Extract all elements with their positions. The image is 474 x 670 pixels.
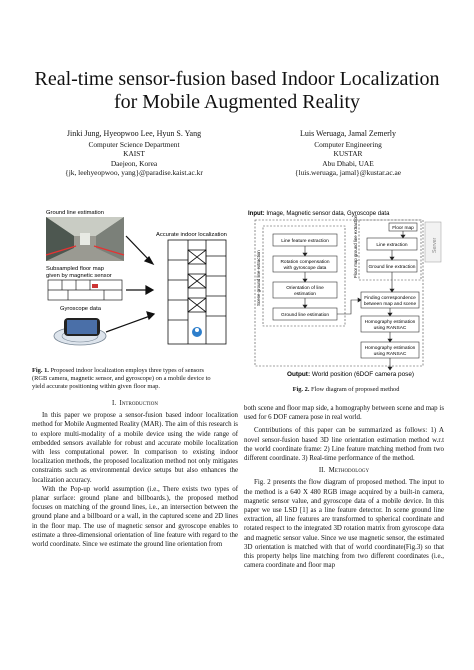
box-ground-estimation: Ground line estimation bbox=[281, 313, 329, 318]
corridor-photo bbox=[46, 217, 124, 261]
fig2-server-label: Server bbox=[432, 237, 438, 253]
section-heading-intro bbox=[32, 399, 238, 408]
paper-title bbox=[0, 68, 474, 114]
fig2-floor-side-label: Floor map ground line extraction bbox=[353, 215, 358, 278]
title-line-1: Real-time sensor-fusion based Indoor Localization bbox=[34, 68, 440, 90]
section-number: II. bbox=[318, 467, 326, 475]
right-paragraph-0: both scene and floor map side, a homography between scene and map is used for 6 DOF camera pose in real world. bbox=[244, 405, 444, 422]
author-block-right bbox=[246, 129, 450, 177]
fig2-input-text: Image, Magnetic sensor data, Gyroscope data bbox=[264, 211, 390, 217]
figure-1 bbox=[32, 206, 244, 356]
title-line-2: for Mobile Augmented Reality bbox=[113, 91, 361, 113]
author-dept: Computer Science Department bbox=[88, 140, 180, 150]
author-names: Jinki Jung, Hyeopwoo Lee, Hyun S. Yang bbox=[66, 129, 202, 138]
author-org: KUSTAR bbox=[333, 149, 363, 159]
fig1-label-floor-1: Subsampled floor map bbox=[46, 266, 104, 272]
fig1-caption-head: Fig. 1. bbox=[32, 367, 49, 374]
fig2-input-head: Input: bbox=[248, 211, 265, 217]
fig1-label-ground: Ground line estimation bbox=[46, 210, 105, 216]
author-org: KAIST bbox=[123, 149, 145, 159]
section-heading-methodology bbox=[244, 466, 444, 475]
box-finding-1: Finding correspondence bbox=[364, 296, 416, 301]
box-homography-2a: Homography estimation bbox=[364, 346, 416, 351]
fig2-caption-head: Fig. 2. bbox=[292, 386, 310, 393]
figure-2 bbox=[247, 206, 445, 380]
fig1-label-floor-2: given by magnetic sensor bbox=[46, 273, 112, 279]
box-line-extraction: Line extraction bbox=[376, 243, 408, 248]
author-names: Luis Weruaga, Jamal Zemerly bbox=[299, 129, 397, 138]
user-position-icon bbox=[192, 327, 202, 337]
box-finding-2: between map and scene bbox=[363, 302, 417, 307]
section-title: Introduction bbox=[119, 400, 158, 407]
box-homography-1b: using RANSAC bbox=[373, 326, 407, 331]
author-block-left bbox=[32, 129, 236, 177]
box-homography-2b: using RANSAC bbox=[373, 352, 407, 357]
fig1-caption-l1: Proposed indoor localization employs three types of sensors bbox=[48, 367, 204, 374]
fig1-label-accurate: Accurate indoor localization bbox=[156, 232, 227, 238]
left-column bbox=[32, 396, 238, 549]
box-rotation-1: Rotation compensation bbox=[280, 260, 330, 265]
author-city: Daejeon, Korea bbox=[110, 158, 158, 168]
fig2-input bbox=[248, 211, 390, 217]
fig1-label-gyro: Gyroscope data bbox=[60, 306, 101, 312]
fig2-caption bbox=[247, 386, 445, 394]
fig2-scene-side-label: Scene ground line extraction bbox=[256, 250, 261, 306]
box-homography-1a: Homography estimation bbox=[364, 320, 416, 325]
intro-paragraph-2: With the Pop-up world assumption (i.e., There exists two types of planar surface: ground plane and billboards.), the proposed method focuses on matching of the ground lines, i.e., an intersection between the ground plane and a billboard or a wall, in the captured scene and 2D lines in the floor map. The use of magnetic sensor and gyroscope enables to estimate a three-dimensional orientation of line feature with regard to the world coordinate. Since we estimate the ground line orientation from bbox=[32, 485, 238, 549]
intro-paragraph-1: In this paper we propose a sensor-fusion based indoor localization method for Mobile Augmented Reality (MAR). The aim of this research is to explore multi-modality of a mobile device using the wide range of embedded sensors available for robust and accurate mobile localization with less computational power. In comparison to existing indoor localization methods, the proposed localization method not only mitigates constraints such as environmental device setups but also enhances the localization accuracy. bbox=[32, 412, 238, 484]
box-orientation-2: estimation bbox=[294, 292, 316, 297]
fig1-caption bbox=[32, 367, 242, 391]
box-floor-map: Floor map bbox=[392, 226, 414, 231]
right-paragraph-2: Fig. 2 presents the flow diagram of proposed method. The input to the method is a 640 X 480 RGB image acquired by a built-in camera, magnetic sensor value, and gyroscope data of a mobile device. In this paper we use LSD [1] as a line feature detector. In scene ground line extraction, all line features are transformed to spherical coordinate and rotated respect to the integrated 3D rotation matrix from gyroscope data and magnetic sensor value. Since we use magnetic sensor, the estimated 3D orientation is matched with that of world coordinate(Fig.3) so that this property helps line matching from two different coordinates (i.e., camera coordinate and floor map bbox=[244, 479, 444, 570]
subsampled-floor-map bbox=[48, 280, 122, 300]
smartphone-illustration bbox=[54, 318, 106, 345]
section-title: Methodology bbox=[328, 467, 370, 475]
box-line-feature: Line feature extraction bbox=[281, 239, 329, 244]
fig2-output-head: Output: bbox=[287, 371, 311, 378]
right-paragraph-1: Contributions of this paper can be summarized as follows: 1) A novel sensor-fusion based 3D line orientation estimation method w.r.t the world coordinate frame: 2) Line feature matching method from two different coordinate. 3) Real-time performance of the method. bbox=[244, 427, 444, 463]
author-dept: Computer Engineering bbox=[314, 140, 382, 150]
fig1-caption-l2: (RGB camera, magnetic sensor, and gyroscope) on a mobile device to bbox=[32, 375, 211, 383]
fig2-caption-text: Flow diagram of proposed method bbox=[309, 386, 400, 393]
fig2-output bbox=[287, 371, 414, 378]
section-number: I. bbox=[112, 400, 117, 407]
author-email: {luis.weruaga, jamal}@kustar.ac.ae bbox=[294, 167, 402, 177]
fig1-caption-l3: yield accurate positioning within given floor map. bbox=[32, 383, 160, 391]
right-column bbox=[244, 404, 444, 570]
box-ground-extraction: Ground line extraction bbox=[368, 265, 416, 270]
box-rotation-2: with gyroscope data bbox=[283, 266, 327, 271]
author-email: {jk, leehyeopwoo, yang}@paradise.kaist.ac.kr bbox=[65, 167, 203, 177]
fig2-output-text: World position (6DOF camera pose) bbox=[310, 371, 415, 378]
box-orientation-1: Orientation of line bbox=[286, 286, 324, 291]
author-city: Abu Dhabi, UAE bbox=[322, 158, 374, 168]
